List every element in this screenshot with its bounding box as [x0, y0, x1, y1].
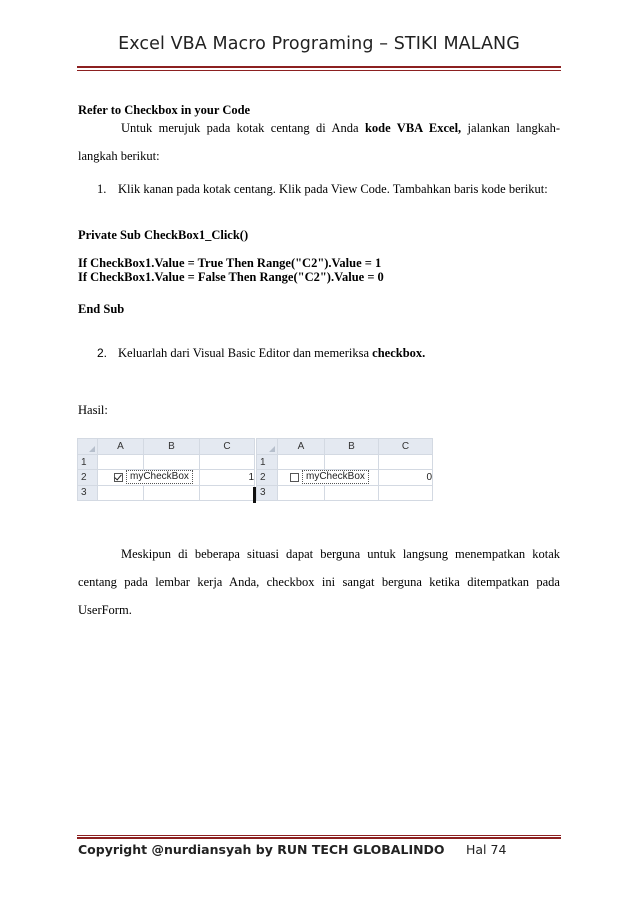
step2-text	[118, 346, 425, 361]
intro-paragraph-line1	[121, 121, 560, 136]
cell-a1	[98, 455, 144, 470]
row-header-1: 1	[257, 455, 278, 470]
cell-b1	[144, 455, 200, 470]
cell-b1	[325, 455, 379, 470]
column-header-b: B	[325, 439, 379, 455]
section-heading: Refer to Checkbox in your Code	[78, 103, 251, 117]
row-header-1: 1	[78, 455, 98, 470]
column-header-a: A	[98, 439, 144, 455]
footer-page-number: Hal 74	[466, 842, 507, 857]
intro-text-bold: kode VBA Excel,	[364, 121, 462, 135]
cell-c1	[379, 455, 433, 470]
footer-rule-thick	[77, 837, 561, 839]
code-line-2: If CheckBox1.Value = True Then Range("C2").Value = 1	[78, 256, 382, 270]
cell-c3	[379, 485, 433, 500]
row-header-3: 3	[78, 485, 98, 500]
cell-b3	[144, 485, 200, 500]
column-header-a: A	[278, 439, 325, 455]
cell-a1	[278, 455, 325, 470]
checkbox-unchecked-icon[interactable]	[290, 473, 299, 482]
cell-a2-b2	[278, 470, 379, 486]
step2-number: 2.	[97, 346, 108, 360]
row-header-3: 3	[257, 485, 278, 500]
code-line-1: Private Sub CheckBox1_Click()	[78, 228, 249, 242]
header-rule-thin	[77, 70, 561, 71]
excel-screenshot-right	[256, 438, 432, 503]
intro-text-post: jalankan langkah-	[461, 121, 561, 135]
checkbox-label: myCheckBox	[126, 470, 193, 484]
step1-number: 1.	[97, 182, 107, 196]
footer-rule-thin	[77, 835, 561, 836]
code-line-4: End Sub	[78, 302, 125, 316]
row-header-2: 2	[78, 470, 98, 486]
checkbox-label: myCheckBox	[302, 470, 369, 484]
excel-screenshot-left	[77, 438, 254, 503]
column-header-b: B	[144, 439, 200, 455]
step2-text-bold: checkbox.	[372, 346, 426, 360]
select-all-corner	[78, 439, 98, 455]
cell-c2: 1	[200, 470, 255, 486]
page-header-title: Excel VBA Macro Programing – STIKI MALANG	[118, 34, 520, 54]
checkbox-checked-icon[interactable]	[114, 473, 123, 482]
checkbox-control[interactable]	[114, 470, 193, 484]
intro-text-pre: Untuk merujuk pada kotak centang di Anda	[121, 121, 365, 135]
cell-b3	[325, 485, 379, 500]
header-rule-thick	[77, 66, 561, 68]
step2-text-main: Keluarlah dari Visual Basic Editor dan memeriksa	[118, 346, 373, 360]
cell-a3	[278, 485, 325, 500]
row-header-2: 2	[257, 470, 278, 486]
closing-paragraph-line3: UserForm.	[78, 603, 132, 617]
cell-c1	[200, 455, 255, 470]
code-line-3: If CheckBox1.Value = False Then Range("C2").Value = 0	[78, 270, 384, 284]
column-header-c: C	[379, 439, 433, 455]
column-header-c: C	[200, 439, 255, 455]
checkbox-control[interactable]	[290, 470, 369, 484]
closing-paragraph-line1: Meskipun di beberapa situasi dapat berguna untuk langsung menempatkan kotak	[121, 547, 560, 561]
cell-c3	[200, 485, 255, 500]
cell-a2-b2	[98, 470, 200, 486]
select-all-corner	[257, 439, 278, 455]
step1-text: Klik kanan pada kotak centang. Klik pada View Code. Tambahkan baris kode berikut:	[118, 182, 548, 196]
closing-paragraph-line2: centang pada lembar kerja Anda, checkbox ini sangat berguna ketika ditempatkan pada	[78, 575, 560, 589]
result-label: Hasil:	[78, 403, 108, 417]
cell-c2: 0	[379, 470, 433, 486]
intro-paragraph-line2: langkah berikut:	[78, 149, 160, 163]
footer-copyright: Copyright @nurdiansyah by RUN TECH GLOBALINDO	[78, 842, 445, 857]
cell-a3	[98, 485, 144, 500]
